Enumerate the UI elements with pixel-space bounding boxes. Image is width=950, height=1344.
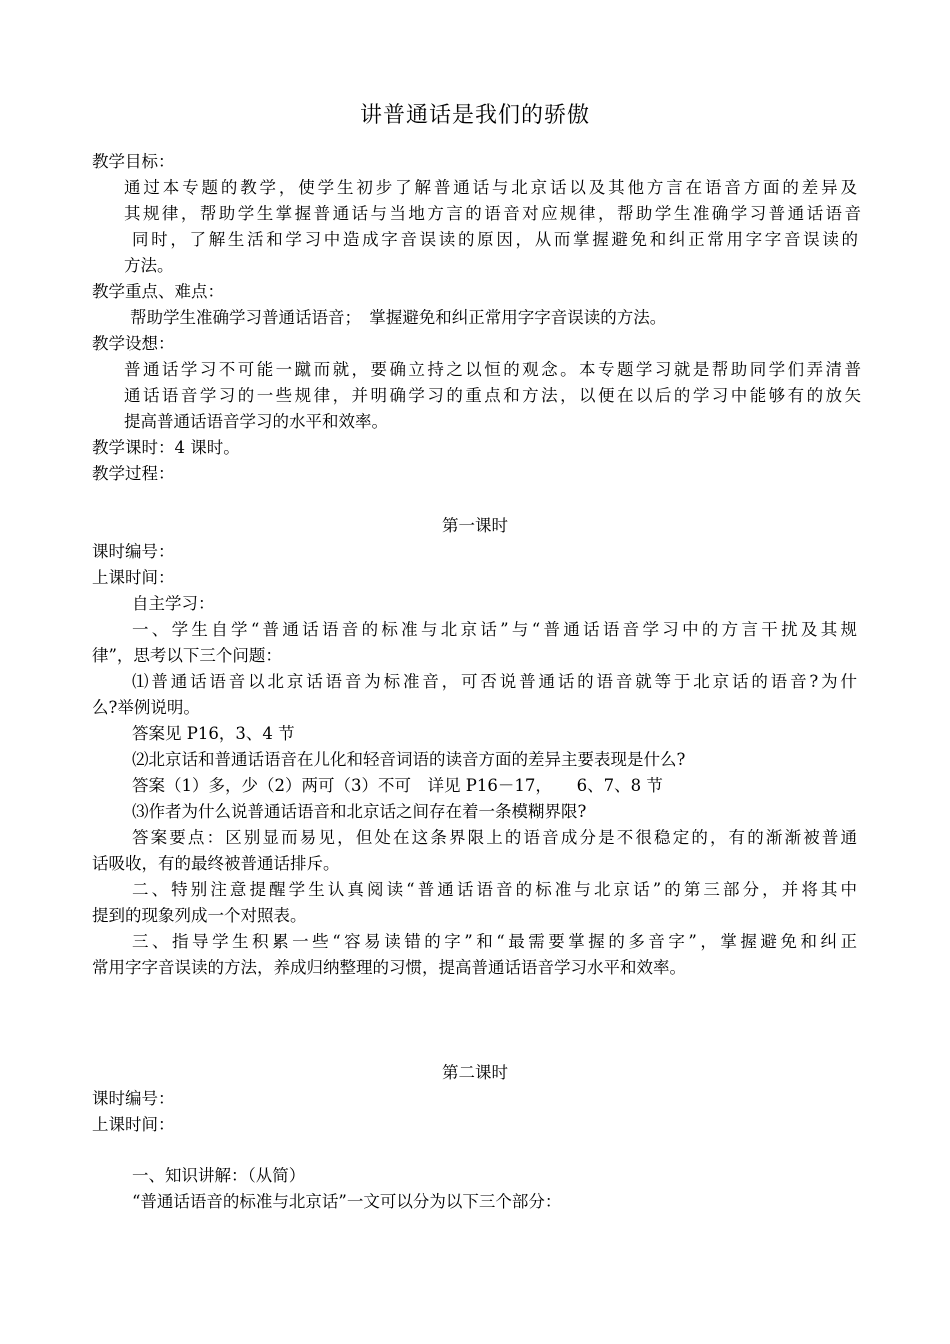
lesson1-self-study: 自主学习： [132, 594, 215, 613]
lesson2-time-label: 上课时间： [92, 1115, 175, 1134]
lesson1-answer-3-line-1: 答案要点：区别显而易见，但处在这条界限上的语音成分是不很稳定的，有的渐渐被普通 [132, 828, 860, 847]
key-points-heading: 教学重点、难点： [92, 282, 224, 301]
objectives-line-2: 其规律，帮助学生掌握普通话与当地方言的语音对应规律，帮助学生准确学习普通话语音 [124, 204, 864, 223]
lesson1-p2-line-2: 提到的现象列成一个对照表。 [92, 906, 307, 925]
hours-text: 教学课时：4 课时。 [92, 438, 240, 457]
objectives-line-4: 方法。 [124, 256, 174, 275]
lesson1-q1-line-2: 么?举例说明。 [92, 698, 200, 717]
lesson2-heading: 第二课时 [442, 1063, 508, 1082]
process-heading: 教学过程： [92, 464, 175, 483]
lesson1-answer-3-line-2: 话吸收，有的最终被普通话排斥。 [92, 854, 340, 873]
lesson1-p3-line-1: 三、指导学生积累一些“容易读错的字”和“最需要掌握的多音字”，掌握避免和纠正 [132, 932, 861, 951]
lesson1-number-label: 课时编号： [92, 542, 175, 561]
objectives-heading: 教学目标： [92, 152, 175, 171]
idea-line-2: 通话语音学习的一些规律，并明确学习的重点和方法，以便在以后的学习中能够有的放矢 [124, 386, 864, 405]
lesson1-answer-1: 答案见 P16，3、4 节 [132, 724, 295, 743]
lesson2-p1: 一、知识讲解：（从简） [132, 1166, 306, 1185]
lesson2-p2: “普通话语音的标准与北京话”一文可以分为以下三个部分： [132, 1192, 562, 1211]
document-title: 讲普通话是我们的骄傲 [359, 103, 590, 128]
lesson1-heading: 第一课时 [442, 516, 508, 535]
objectives-line-3: 同时，了解生活和学习中造成字音误读的原因，从而掌握避免和纠正常用字字音误读的 [132, 230, 861, 249]
lesson1-q1-line-1: ⑴普通话语音以北京话语音为标准音，可否说普通话的语音就等于北京话的语音?为什 [132, 672, 860, 691]
idea-heading: 教学设想： [92, 334, 175, 353]
lesson1-p1-line-1: 一、学生自学“普通话语音的标准与北京话”与“普通话语音学习中的方言干扰及其规 [132, 620, 861, 639]
lesson1-p2-line-1: 二、特别注意提醒学生认真阅读“普通话语音的标准与北京话”的第三部分，并将其中 [132, 880, 861, 899]
lesson1-q2: ⑵北京话和普通话语音在儿化和轻音词语的读音方面的差异主要表现是什么? [132, 750, 686, 769]
objectives-line-1: 通过本专题的教学，使学生初步了解普通话与北京话以及其他方言在语音方面的差异及 [124, 178, 860, 197]
key-points-text: 帮助学生准确学习普通话语音； 掌握避免和纠正常用字字音误读的方法。 [130, 308, 667, 327]
lesson1-p3-line-2: 常用字字音误读的方法，养成归纳整理的习惯，提高普通话语音学习水平和效率。 [92, 958, 686, 977]
lesson1-answer-2: 答案（1）多，少（2）两可（3）不可 详见 P16－17， 6、7、8 节 [132, 776, 663, 795]
lesson2-number-label: 课时编号： [92, 1089, 175, 1108]
lesson1-p1-line-2: 律”，思考以下三个问题： [92, 646, 282, 665]
idea-line-1: 普通话学习不可能一蹴而就，要确立持之以恒的观念。本专题学习就是帮助同学们弄清普 [124, 360, 864, 379]
lesson1-time-label: 上课时间： [92, 568, 175, 587]
lesson1-q3: ⑶作者为什么说普通话语音和北京话之间存在着一条模糊界限? [132, 802, 587, 821]
idea-line-3: 提高普通话语音学习的水平和效率。 [124, 412, 388, 431]
